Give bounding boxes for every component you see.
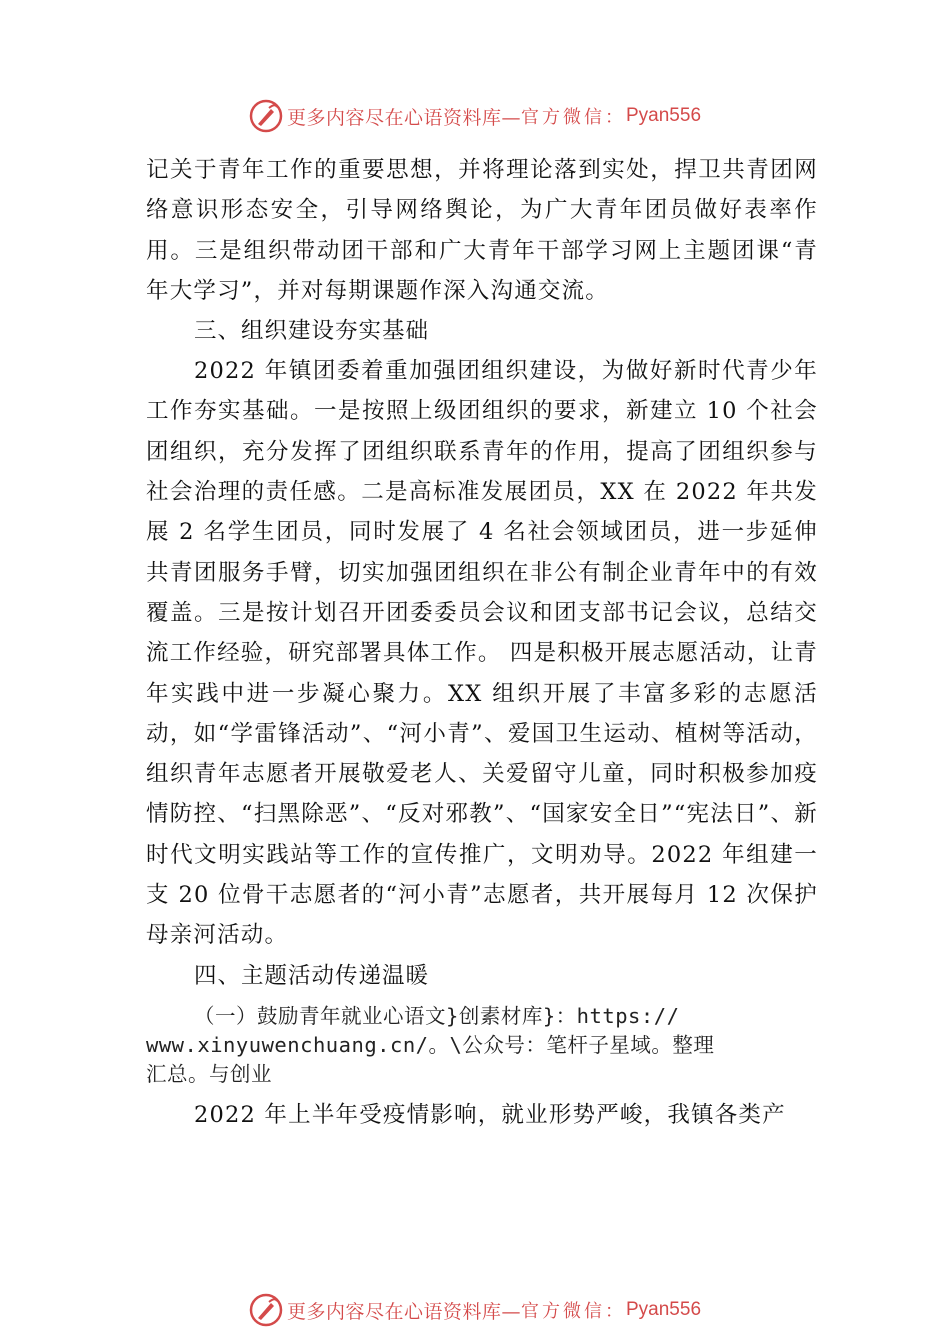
subsection-title-line-1: （一）鼓励青年就业心语文}创素材库}：https:// bbox=[194, 1003, 680, 1028]
watermark-wechat-id: Pyan556 bbox=[626, 1299, 702, 1320]
paragraph-2: 2022 年镇团委着重加强团组织建设，为做好新时代青少年工作夯实基础。一是按照上级团组织的要求，新建立 10 个社会团组织，充分发挥了团组织联系青年的作用，提高了团组织参与社会治理的责任感。二是高标准发展团员，XX 在 2022 年共发展 2 名学生团员，同时发展了 4 名社会领域团员，进一步延伸共青团服务手臂，切实加强团组织在非公有制企业青年中的有效覆盖。三是按计划召开团委委员会议和团支部书记会议，总结交流工作经验，研究部署具体工作。 四是积极开展志愿活动，让青年实践中进一步凝心聚力。XX 组织开展了丰富多彩的志愿活动，如“学雷锋活动”、“河小青”、爱国卫生运动、植树等活动，组织青年志愿者开展敬爱老人、关爱留守儿童，同时积极参加疫情防控、“扫黑除恶”、“反对邪教”、“国家安全日”“宪法日”、新时代文明实践站等工作的宣传推广，文明劝导。2022 年组建一支 20 位骨干志愿者的“河小青”志愿者，共开展每月 12 次保护母亲河活动。 bbox=[146, 358, 818, 949]
watermark-wechat-id: Pyan556 bbox=[626, 105, 702, 126]
subsection-title-line-2: www.xinyuwenchuang.cn/。\公众号：笔杆子星域。整理 bbox=[146, 1032, 715, 1057]
section-heading-3: 三、组织建设夯实基础 bbox=[194, 318, 430, 345]
watermark-text: 更多内容尽在心语资料库— bbox=[286, 106, 521, 129]
paragraph-3: 2022 年上半年受疫情影响，就业形势严峻，我镇各类产 bbox=[194, 1101, 786, 1128]
footer-watermark bbox=[0, 1290, 950, 1330]
pen-logo-icon bbox=[249, 1293, 283, 1327]
document-body bbox=[146, 150, 818, 1135]
watermark-text: 更多内容尽在心语资料库— bbox=[286, 1300, 521, 1323]
paragraph-1: 记关于青年工作的重要思想，并将理论落到实处，捍卫共青团网络意识形态安全，引导网络舆论，为广大青年团员做好表率作用。三是组织带动团干部和广大青年干部学习网上主题团课“青年大学习”，并对每期课题作深入沟通交流。 bbox=[146, 157, 818, 304]
header-watermark bbox=[0, 96, 950, 136]
watermark-label: 官方微信： bbox=[521, 107, 626, 128]
subsection-title-line-3: 汇总。与创业 bbox=[146, 1061, 272, 1086]
section-heading-4: 四、主题活动传递温暖 bbox=[194, 962, 430, 989]
subsection-title bbox=[146, 1002, 818, 1089]
pen-logo-icon bbox=[249, 99, 283, 133]
watermark-label: 官方微信： bbox=[521, 1301, 626, 1322]
